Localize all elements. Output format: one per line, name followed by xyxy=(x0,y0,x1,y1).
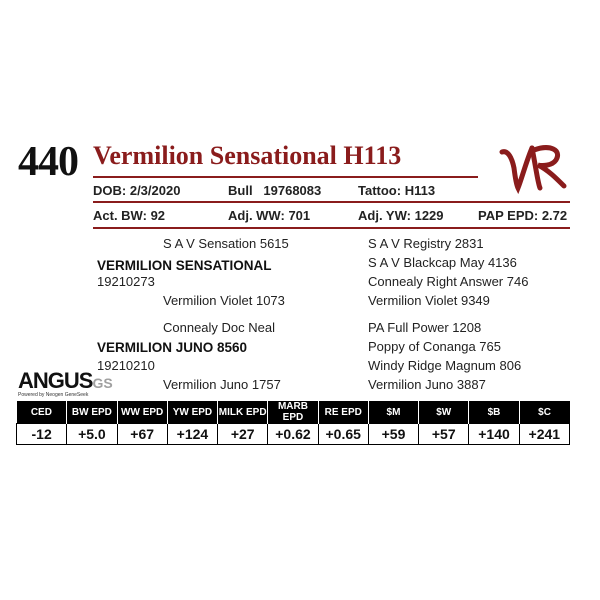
act-bw-label: Act. BW: xyxy=(93,208,147,223)
act-bw-value: 92 xyxy=(150,208,166,223)
sex-field xyxy=(228,183,321,198)
dam-name: VERMILION JUNO 8560 xyxy=(97,340,248,355)
registration-number: 19768083 xyxy=(263,183,322,198)
sire-sire: S A V Sensation 5615 xyxy=(163,236,289,251)
epd-value-ww: +67 xyxy=(117,424,167,445)
animal-name: Vermilion Sensational H113 xyxy=(93,141,402,170)
act-bw-field xyxy=(93,208,165,223)
epd-header-milk: MILK EPD xyxy=(218,401,268,424)
title-underline xyxy=(93,176,478,178)
sex-value: Bull xyxy=(228,183,253,198)
epd-value-milk: +27 xyxy=(218,424,268,445)
pap-value: 2.72 xyxy=(541,208,568,223)
epd-table xyxy=(16,401,570,445)
angus-logo-text: ANGUS xyxy=(18,368,93,393)
epd-header-b: $B xyxy=(469,401,519,424)
epd-value-m: +59 xyxy=(368,424,418,445)
gs-logo-text: GS xyxy=(92,375,113,391)
sire-name: VERMILION SENSATIONAL xyxy=(97,258,272,273)
tattoo-field xyxy=(358,183,435,198)
dam-sire-dam: Poppy of Conanga 765 xyxy=(368,339,501,354)
adj-ww-value: 701 xyxy=(288,208,311,223)
sire-dam-dam: Vermilion Violet 9349 xyxy=(368,293,490,308)
epd-value-marb: +0.62 xyxy=(268,424,318,445)
sire-registration: 19210273 xyxy=(97,274,155,289)
logo-tagline: Powered by Neogen GeneSeek xyxy=(18,392,89,398)
epd-header-row xyxy=(17,401,570,424)
epd-value-bw: +5.0 xyxy=(67,424,117,445)
dob-label: DOB: xyxy=(93,183,127,198)
dam-dam: Vermilion Juno 1757 xyxy=(163,377,281,392)
epd-header-w: $W xyxy=(419,401,469,424)
epd-header-re: RE EPD xyxy=(318,401,368,424)
epd-header-bw: BW EPD xyxy=(67,401,117,424)
adj-yw-field xyxy=(358,208,444,223)
adj-ww-label: Adj. WW: xyxy=(228,208,285,223)
epd-value-row xyxy=(17,424,570,445)
info-divider xyxy=(93,201,570,203)
epd-header-marb: MARB EPD xyxy=(268,401,318,424)
dam-registration: 19210210 xyxy=(97,358,155,373)
angus-gs-logo xyxy=(18,368,113,398)
sire-dam-sire: Connealy Right Answer 746 xyxy=(368,274,529,289)
adj-ww-field xyxy=(228,208,310,223)
dam-sire-sire: PA Full Power 1208 xyxy=(368,320,482,335)
dob-field xyxy=(93,183,180,198)
info-bottom-divider xyxy=(93,227,570,229)
epd-value-yw: +124 xyxy=(167,424,217,445)
epd-header-c: $C xyxy=(519,401,569,424)
epd-value-re: +0.65 xyxy=(318,424,368,445)
tattoo-label: Tattoo: xyxy=(358,183,402,198)
sire-sire-sire: S A V Registry 2831 xyxy=(368,236,484,251)
dam-dam-sire: Windy Ridge Magnum 806 xyxy=(368,358,522,373)
epd-header-ww: WW EPD xyxy=(117,401,167,424)
vr-brand-logo xyxy=(498,138,570,194)
lot-number: 440 xyxy=(18,139,78,185)
pap-field xyxy=(478,208,567,223)
epd-header-yw: YW EPD xyxy=(167,401,217,424)
epd-value-w: +57 xyxy=(419,424,469,445)
pap-label: PAP EPD: xyxy=(478,208,539,223)
epd-header-ced: CED xyxy=(17,401,67,424)
adj-yw-value: 1229 xyxy=(414,208,444,223)
epd-header-m: $M xyxy=(368,401,418,424)
tattoo-value: H113 xyxy=(404,183,436,198)
dam-sire: Connealy Doc Neal xyxy=(163,320,276,335)
dam-dam-dam: Vermilion Juno 3887 xyxy=(368,377,486,392)
epd-value-c: +241 xyxy=(519,424,569,445)
epd-value-ced: -12 xyxy=(17,424,67,445)
adj-yw-label: Adj. YW: xyxy=(358,208,411,223)
sire-dam: Vermilion Violet 1073 xyxy=(163,293,285,308)
epd-value-b: +140 xyxy=(469,424,519,445)
dob-value: 2/3/2020 xyxy=(129,183,181,198)
sire-sire-dam: S A V Blackcap May 4136 xyxy=(368,255,517,270)
